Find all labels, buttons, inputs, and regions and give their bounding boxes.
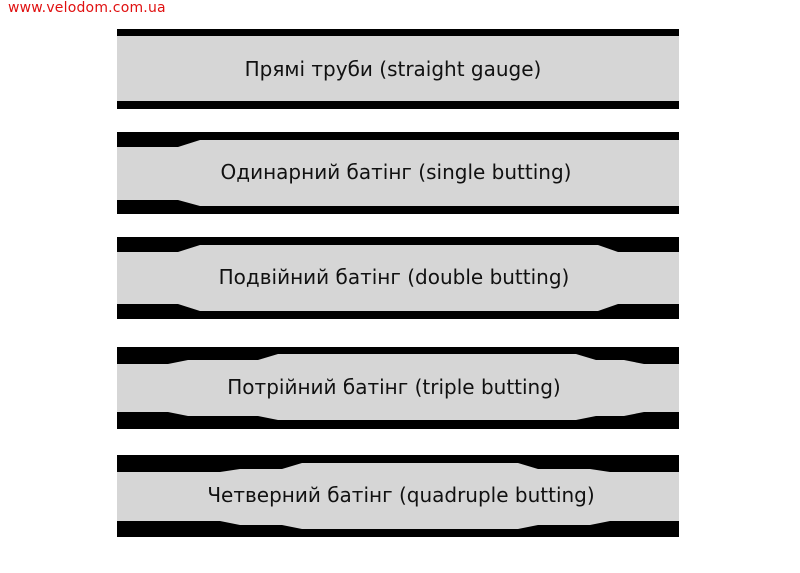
tube-label: Подвійний батінг (double butting)	[218, 265, 570, 289]
tube-double-butting	[117, 237, 679, 319]
tube-quadruple-butting	[117, 455, 679, 537]
watermark-text: www.velodom.com.ua	[8, 0, 166, 16]
tube-label: Одинарний батінг (single butting)	[220, 160, 572, 184]
tube-straight-gauge	[117, 29, 679, 109]
tube-label: Потрійний батінг (triple butting)	[227, 375, 561, 399]
tube-label: Прямі труби (straight gauge)	[244, 57, 542, 81]
tube-single-butting	[117, 132, 679, 214]
tube-label: Четверний батінг (quadruple butting)	[207, 483, 595, 507]
tube-triple-butting	[117, 347, 679, 429]
